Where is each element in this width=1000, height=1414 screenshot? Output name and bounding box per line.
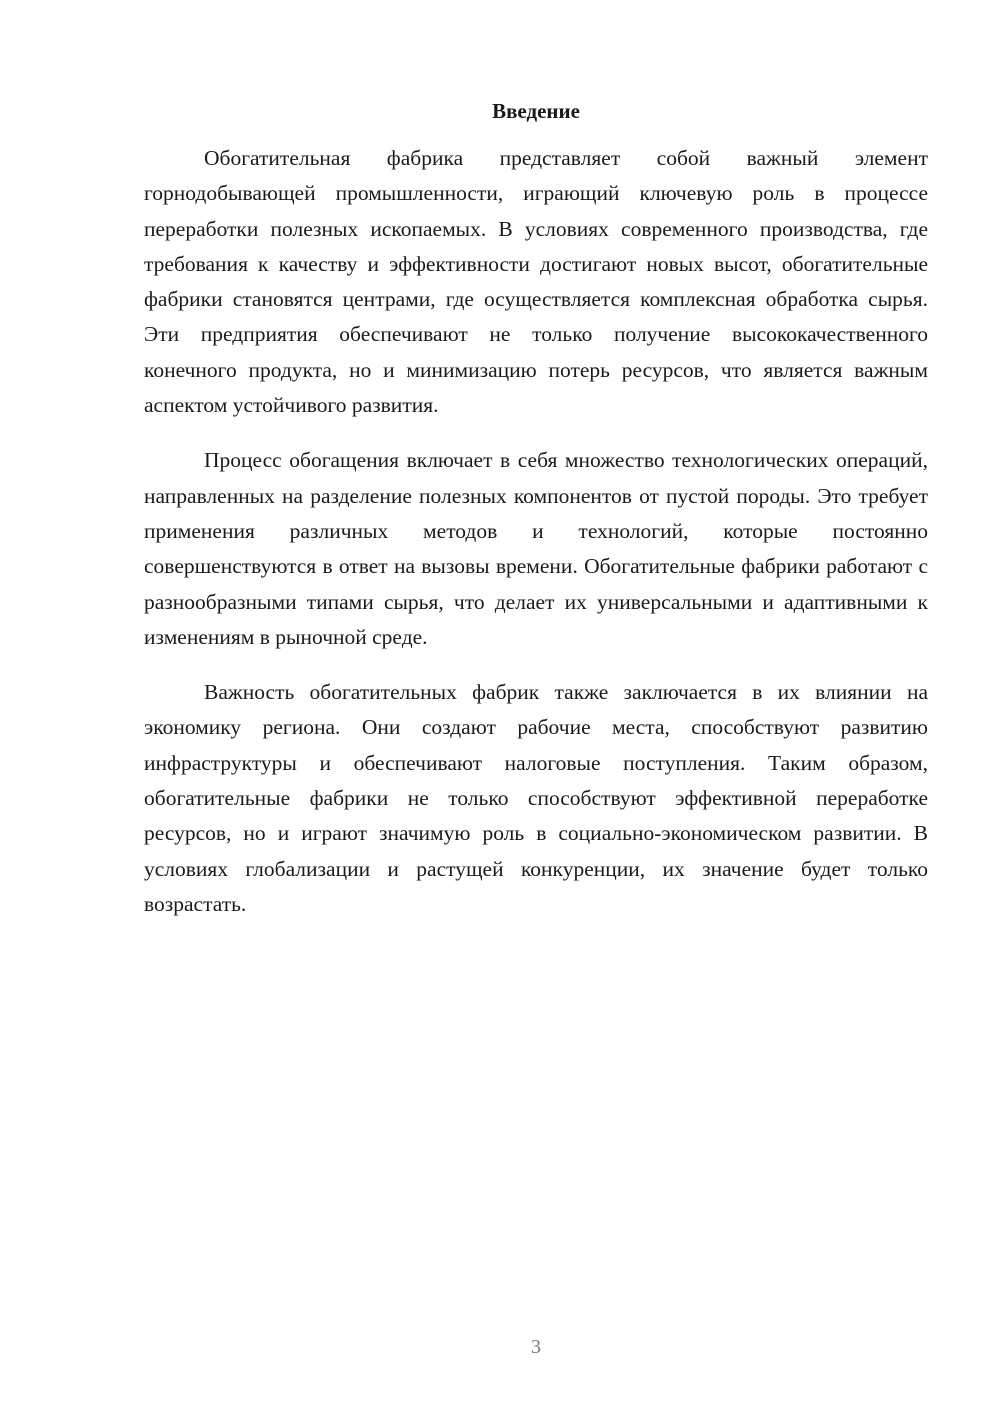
page-number: 3 (531, 1336, 541, 1358)
paragraph-2: Процесс обогащения включает в себя множество технологических операций, направленных на разделение полезных компонентов от пустой породы. Это требует применения различных методов и технологий, которые постоянно совершенствуются в ответ на вызовы времени. Обогатительные фабрики работают с разнообразными типами сырья, что делает их универсальными и адаптивными к изменениям в рыночной среде. (144, 448, 928, 649)
paragraph-3: Важность обогатительных фабрик также заключается в их влиянии на экономику региона. Они создают рабочие места, способствуют развитию инфраструктуры и обеспечивают налоговые поступления. Таким образом, обогатительные фабрики не только способствуют эффективной переработке ресурсов, но и играют значимую роль в социально-экономическом развитии. В условиях глобализации и растущей конкуренции, их значение будет только возрастать. (144, 680, 928, 916)
section-heading: Введение (492, 99, 580, 123)
page-body (144, 95, 928, 942)
paragraph-1: Обогатительная фабрика представляет собой важный элемент горнодобывающей промышленности, играющий ключевую роль в процессе переработки полезных ископаемых. В условиях современного производства, где требования к качеству и эффективности достигают новых высот, обогатительные фабрики становятся центрами, где осуществляется комплексная обработка сырья. Эти предприятия обеспечивают не только получение высококачественного конечного продукта, но и минимизацию потерь ресурсов, что является важным аспектом устойчивого развития. (144, 146, 928, 418)
